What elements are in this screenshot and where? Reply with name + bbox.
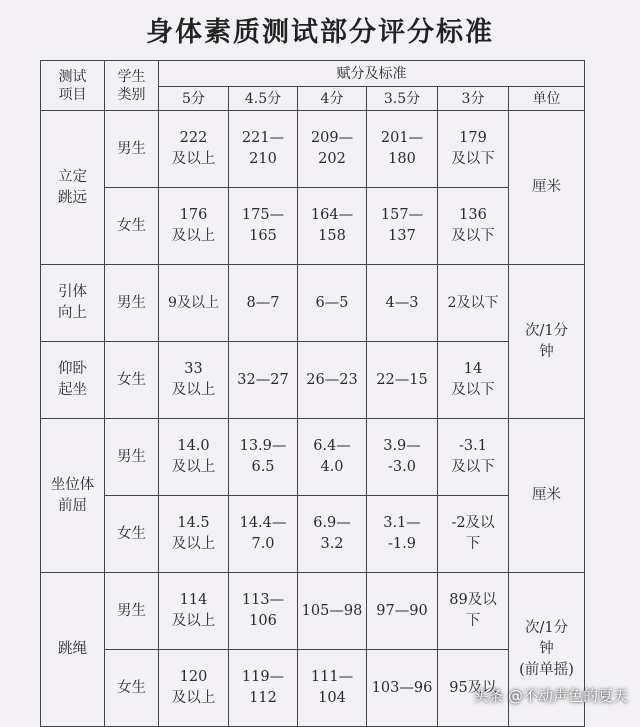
score-cell: 201— 180: [367, 111, 438, 188]
header-student-category: 学生 类别: [105, 61, 159, 111]
score-cell: 2及以下: [438, 265, 509, 342]
page-title: 身体素质测试部分评分标准: [146, 17, 494, 48]
item-situp: 仰卧 起坐: [41, 342, 105, 419]
table-row: [41, 265, 585, 342]
gender-cell: 男生: [105, 573, 159, 650]
score-cell: 119— 112: [229, 650, 298, 727]
score-cell: 32—27: [229, 342, 298, 419]
score-cell: 95及以: [438, 650, 509, 727]
header-score-4-5: 4.5分: [229, 87, 298, 111]
table-row: [41, 496, 585, 573]
score-cell: 136 及以下: [438, 188, 509, 265]
header-score-5: 5分: [159, 87, 229, 111]
table-row: [41, 188, 585, 265]
score-cell: 111— 104: [298, 650, 367, 727]
score-cell: -3.1 及以下: [438, 419, 509, 496]
item-rope: 跳绳: [41, 573, 105, 727]
score-cell: 8—7: [229, 265, 298, 342]
unit-cell: 次/1分 钟 (前单摇): [509, 573, 585, 727]
gender-cell: 女生: [105, 650, 159, 727]
gender-cell: 女生: [105, 496, 159, 573]
score-cell: 14.0 及以上: [159, 419, 229, 496]
score-cell: 3.1— -1.9: [367, 496, 438, 573]
score-cell: 114 及以上: [159, 573, 229, 650]
score-cell: 3.9— -3.0: [367, 419, 438, 496]
score-cell: 9及以上: [159, 265, 229, 342]
score-cell: 221— 210: [229, 111, 298, 188]
gender-cell: 女生: [105, 342, 159, 419]
score-cell: 164— 158: [298, 188, 367, 265]
table-row: [41, 111, 585, 188]
score-cell: 14.4— 7.0: [229, 496, 298, 573]
score-cell: 4—3: [367, 265, 438, 342]
score-cell: 6.9— 3.2: [298, 496, 367, 573]
score-cell: 175— 165: [229, 188, 298, 265]
score-cell: 26—23: [298, 342, 367, 419]
gender-cell: 男生: [105, 265, 159, 342]
table-row: [41, 573, 585, 650]
score-cell: 209— 202: [298, 111, 367, 188]
header-unit: 单位: [509, 87, 585, 111]
score-cell: 103—96: [367, 650, 438, 727]
item-long-jump: 立定 跳远: [41, 111, 105, 265]
score-cell: 97—90: [367, 573, 438, 650]
score-cell: 13.9— 6.5: [229, 419, 298, 496]
scoring-table: [40, 60, 585, 727]
score-cell: 22—15: [367, 342, 438, 419]
table-row: [41, 419, 585, 496]
score-cell: 179 及以下: [438, 111, 509, 188]
gender-cell: 男生: [105, 419, 159, 496]
item-pullup: 引体 向上: [41, 265, 105, 342]
header-score-3-5: 3.5分: [367, 87, 438, 111]
gender-cell: 女生: [105, 188, 159, 265]
score-cell: 6.4— 4.0: [298, 419, 367, 496]
table-row: [41, 342, 585, 419]
header-score-3: 3分: [438, 87, 509, 111]
score-cell: 176 及以上: [159, 188, 229, 265]
header-score-group: 赋分及标准: [159, 61, 585, 87]
score-cell: 120 及以上: [159, 650, 229, 727]
watermark: 头条 @不动声色的夏天: [473, 687, 628, 705]
gender-cell: 男生: [105, 111, 159, 188]
score-cell: 113— 106: [229, 573, 298, 650]
score-cell: 222 及以上: [159, 111, 229, 188]
score-cell: 14 及以下: [438, 342, 509, 419]
unit-cell: 厘米: [509, 111, 585, 265]
score-cell: 14.5 及以上: [159, 496, 229, 573]
header-test-item: 测试 项目: [41, 61, 105, 111]
score-cell: 6—5: [298, 265, 367, 342]
score-cell: -2及以 下: [438, 496, 509, 573]
unit-cell: 厘米: [509, 419, 585, 573]
score-cell: 105—98: [298, 573, 367, 650]
score-cell: 33 及以上: [159, 342, 229, 419]
score-cell: 157— 137: [367, 188, 438, 265]
unit-cell: 次/1分 钟: [509, 265, 585, 419]
header-score-4: 4分: [298, 87, 367, 111]
score-cell: 89及以 下: [438, 573, 509, 650]
item-sit-reach: 坐位体 前屈: [41, 419, 105, 573]
